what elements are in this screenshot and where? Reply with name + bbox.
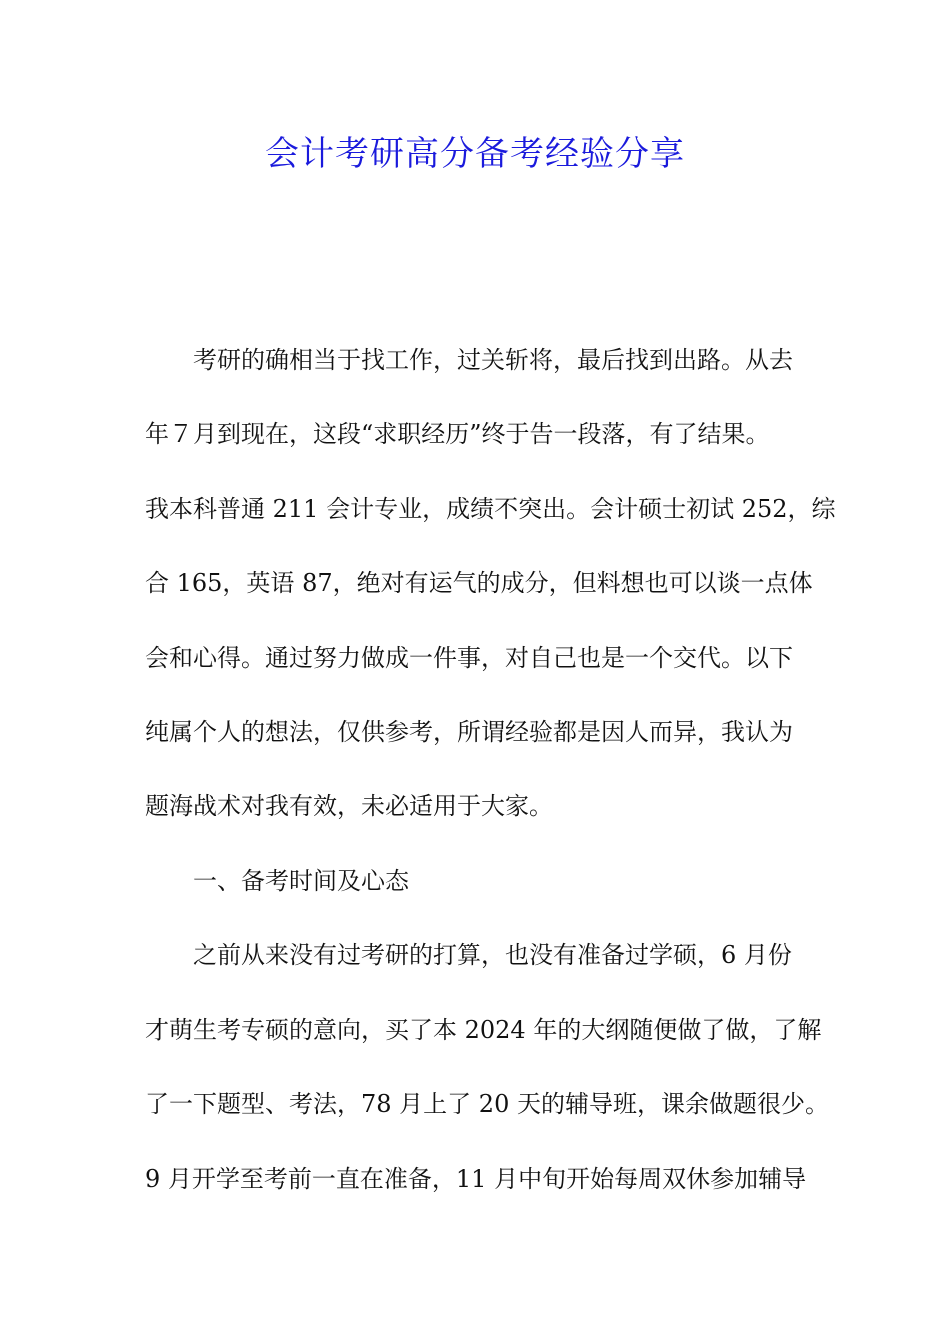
paragraph-1-line-3: 我本科普通 211 会计专业，成绩不突出。会计硕士初试 252，综 [145, 495, 836, 523]
paragraph-2-line-1: 之前从来没有过考研的打算，也没有准备过学硕，6 月份 [193, 941, 792, 969]
paragraph-1-line-6: 纯属个人的想法，仅供参考，所谓经验都是因人而异，我认为 [145, 718, 793, 746]
paragraph-1-line-5: 会和心得。通过努力做成一件事，对自己也是一个交代。以下 [145, 644, 793, 672]
paragraph-2-line-3: 了一下题型、考法，78 月上了 20 天的辅导班，课余做题很少。 [145, 1090, 829, 1118]
paragraph-1-line-4: 合 165，英语 87，绝对有运气的成分，但料想也可以谈一点体 [145, 569, 813, 597]
paragraph-1-line-7: 题海战术对我有效，未必适用于大家。 [145, 792, 553, 820]
paragraph-1-line-2: 年７月到现在，这段“求职经历”终于告一段落，有了结果。 [145, 420, 770, 448]
document-title: 会计考研高分备考经验分享 [265, 134, 685, 174]
paragraph-2-line-2: 才萌生考专硕的意向，买了本 2024 年的大纲随便做了做，了解 [145, 1016, 822, 1044]
paragraph-1-line-1: 考研的确相当于找工作，过关斩将，最后找到出路。从去 [193, 346, 793, 374]
paragraph-2-line-4: 9 月开学至考前一直在准备，11 月中旬开始每周双休参加辅导 [145, 1165, 807, 1193]
section-heading-1: 一、备考时间及心态 [193, 867, 409, 895]
